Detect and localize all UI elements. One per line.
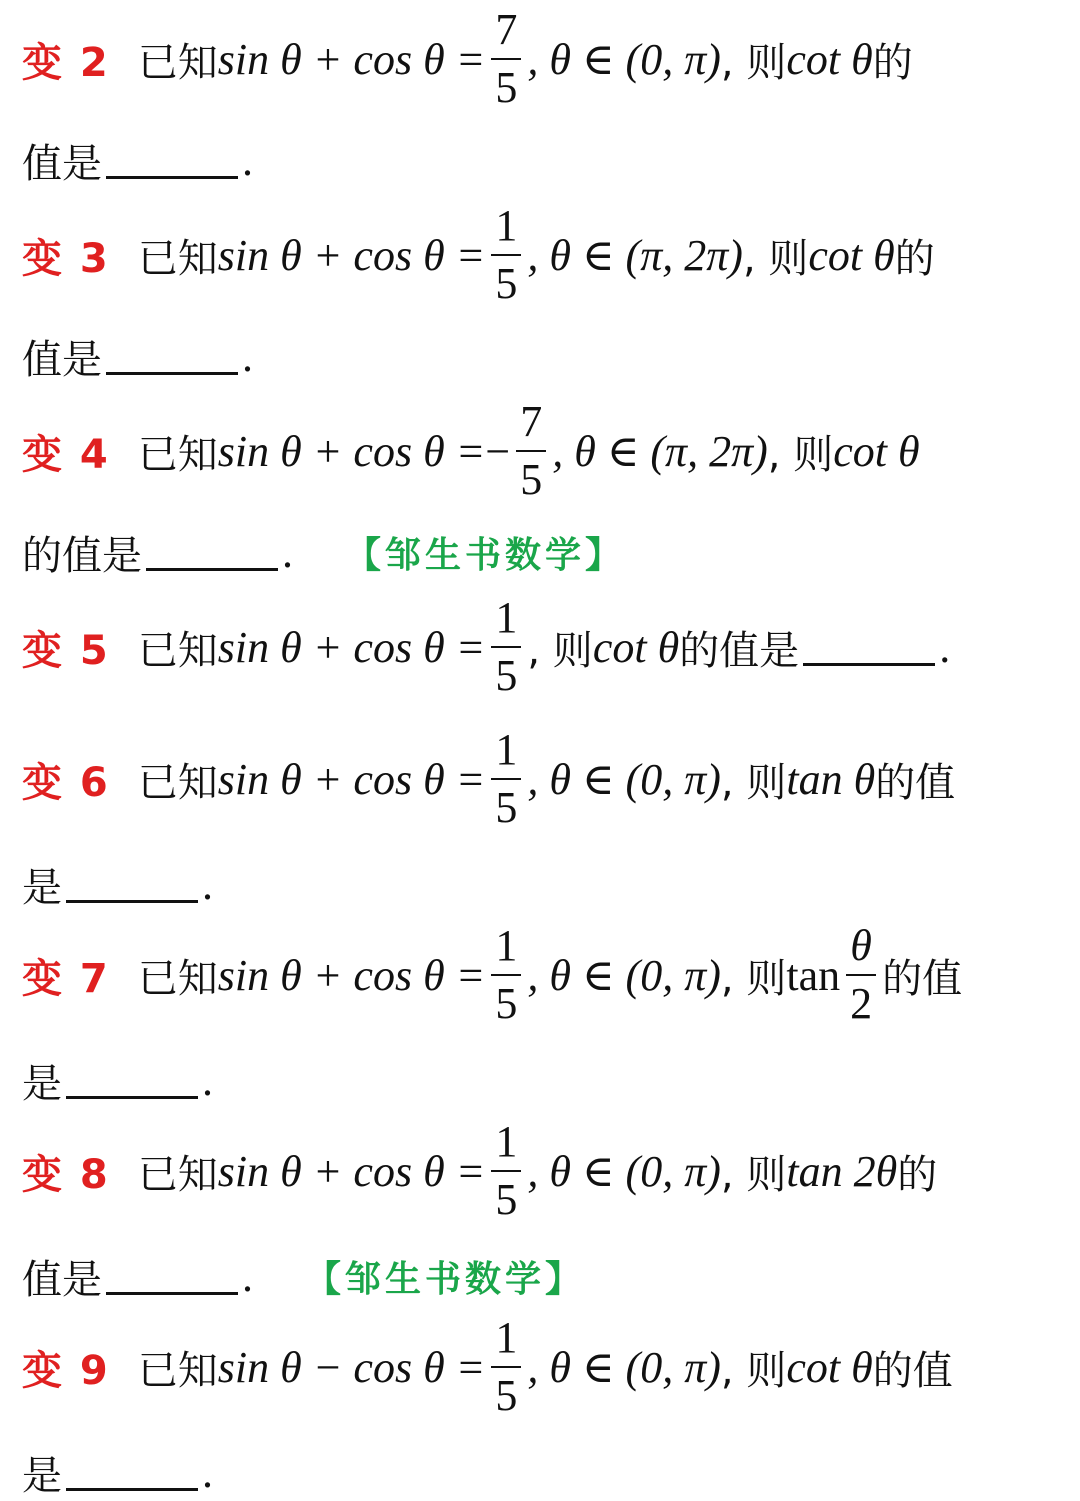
problem-7-line-2 xyxy=(22,1052,213,1109)
fraction-bar xyxy=(491,1366,521,1368)
fraction-denominator: 5 xyxy=(520,455,543,504)
problem-label: 变 2 xyxy=(22,39,110,86)
fraction-sign: − xyxy=(485,426,511,476)
problem-7-line-1 xyxy=(22,921,963,1028)
problem-intro: 已知 xyxy=(137,431,218,478)
angle-domain: , θ ∈ (0, π) xyxy=(527,1342,721,1392)
problem-8-line-1 xyxy=(22,1117,938,1224)
problem-6-line-1 xyxy=(22,725,956,832)
target-expression: cot θ xyxy=(786,34,873,84)
then-text: , 则 xyxy=(720,39,787,86)
angle-domain: , θ ∈ (π, 2π) xyxy=(527,230,743,280)
equation-lhs: sin θ + cos θ = xyxy=(217,1146,486,1196)
equation-lhs: sin θ + cos θ = xyxy=(217,754,486,804)
fraction-numerator: 1 xyxy=(495,725,518,774)
answer-blank[interactable] xyxy=(106,142,238,179)
problem-intro: 已知 xyxy=(137,235,218,282)
answer-blank[interactable] xyxy=(66,1062,198,1099)
angle-domain: , θ ∈ (0, π) xyxy=(527,1146,721,1196)
fraction-bar xyxy=(491,1170,521,1172)
fraction-bar xyxy=(491,778,521,780)
equation-lhs: sin θ + cos θ = xyxy=(217,950,486,1000)
target-expression: tan xyxy=(786,950,841,1000)
question-prefix: 是 xyxy=(22,865,62,911)
target-fraction-numerator: θ xyxy=(850,921,872,970)
fraction-numerator: 1 xyxy=(495,921,518,970)
question-prefix: 是 xyxy=(22,1453,62,1499)
problem-5-line-1 xyxy=(22,593,951,700)
fraction xyxy=(491,725,521,832)
sentence-end: . xyxy=(282,528,293,577)
problem-6-line-2 xyxy=(22,856,213,913)
fraction-bar xyxy=(491,58,521,60)
fraction-denominator: 5 xyxy=(495,979,518,1028)
question-tail: 的值是 xyxy=(679,627,800,674)
problem-4-line-2 xyxy=(22,524,625,581)
fraction-denominator: 5 xyxy=(495,783,518,832)
fraction xyxy=(491,1117,521,1224)
answer-blank[interactable] xyxy=(146,534,278,571)
question-tail: 的值 xyxy=(875,759,956,806)
fraction-numerator: 1 xyxy=(495,1117,518,1166)
answer-blank[interactable] xyxy=(106,1258,238,1295)
fraction-bar xyxy=(491,646,521,648)
answer-blank[interactable] xyxy=(66,1454,198,1491)
fraction-numerator: 7 xyxy=(520,397,543,446)
question-prefix: 值是 xyxy=(22,1257,102,1303)
question-prefix: 值是 xyxy=(22,141,102,187)
fraction xyxy=(491,201,521,308)
sentence-end: . xyxy=(242,332,253,381)
question-tail: 的 xyxy=(872,39,913,86)
equation-lhs: sin θ + cos θ = xyxy=(217,34,486,84)
problem-label: 变 9 xyxy=(22,1347,110,1394)
angle-domain: , θ ∈ (0, π) xyxy=(527,754,721,804)
target-expression: tan 2θ xyxy=(786,1146,898,1196)
fraction-bar xyxy=(516,450,546,452)
question-prefix: 值是 xyxy=(22,337,102,383)
question-prefix: 的值是 xyxy=(22,533,142,579)
problem-label: 变 5 xyxy=(22,627,110,674)
then-text: , 则 xyxy=(767,431,834,478)
problem-intro: 已知 xyxy=(137,39,218,86)
problem-label: 变 8 xyxy=(22,1151,110,1198)
angle-domain: , θ ∈ (π, 2π) xyxy=(552,426,768,476)
fraction xyxy=(491,593,521,700)
problem-3-line-2 xyxy=(22,328,253,385)
problem-9-line-2 xyxy=(22,1444,213,1501)
fraction xyxy=(516,397,546,504)
problem-intro: 已知 xyxy=(137,627,218,674)
problem-intro: 已知 xyxy=(137,759,218,806)
fraction-denominator: 5 xyxy=(495,1175,518,1224)
problem-label: 变 7 xyxy=(22,955,110,1002)
then-text: , 则 xyxy=(527,627,593,674)
equation-lhs: sin θ − cos θ = xyxy=(217,1342,486,1392)
angle-domain: , θ ∈ (0, π) xyxy=(527,34,721,84)
problem-intro: 已知 xyxy=(137,955,218,1002)
question-tail: 的 xyxy=(897,1151,938,1198)
problem-intro: 已知 xyxy=(137,1151,218,1198)
problem-4-line-1 xyxy=(22,397,920,504)
sentence-end: . xyxy=(939,622,951,672)
problem-8-line-2 xyxy=(22,1248,585,1305)
problem-9-line-1 xyxy=(22,1313,953,1420)
then-text: , 则 xyxy=(720,1347,787,1394)
then-text: , 则 xyxy=(742,235,809,282)
problem-intro: 已知 xyxy=(137,1347,218,1394)
problem-2-line-2 xyxy=(22,132,253,189)
sentence-end: . xyxy=(202,860,213,909)
fraction xyxy=(491,5,521,112)
fraction-denominator: 5 xyxy=(495,259,518,308)
target-expression: cot θ xyxy=(808,230,895,280)
problem-2-line-1 xyxy=(22,5,913,112)
fraction-numerator: 1 xyxy=(495,1313,518,1362)
problem-label: 变 3 xyxy=(22,235,110,282)
question-tail: 的值 xyxy=(872,1347,953,1394)
equation-lhs: sin θ + cos θ = xyxy=(217,230,486,280)
question-tail: 的 xyxy=(894,235,935,282)
question-prefix: 是 xyxy=(22,1061,62,1107)
fraction-bar xyxy=(491,974,521,976)
fraction-denominator: 5 xyxy=(495,651,518,700)
target-expression: cot θ xyxy=(833,426,920,476)
angle-domain: , θ ∈ (0, π) xyxy=(527,950,721,1000)
fraction-bar xyxy=(846,974,876,976)
problem-3-line-1 xyxy=(22,201,935,308)
problem-label: 变 4 xyxy=(22,431,110,478)
target-expression: cot θ xyxy=(592,622,680,672)
fraction xyxy=(491,921,521,1028)
fraction-denominator: 5 xyxy=(495,63,518,112)
target-fraction xyxy=(846,921,876,1028)
then-text: , 则 xyxy=(720,1151,787,1198)
equation-lhs: sin θ + cos θ = xyxy=(217,622,486,672)
answer-blank[interactable] xyxy=(803,629,935,666)
sentence-end: . xyxy=(242,136,253,185)
answer-blank[interactable] xyxy=(66,866,198,903)
answer-blank[interactable] xyxy=(106,338,238,375)
equation-lhs: sin θ + cos θ = xyxy=(217,426,486,476)
fraction xyxy=(491,1313,521,1420)
fraction-numerator: 1 xyxy=(495,593,518,642)
brand-watermark: 【邹生书数学】 xyxy=(345,535,626,576)
fraction-numerator: 1 xyxy=(495,201,518,250)
then-text: , 则 xyxy=(720,759,787,806)
sentence-end: . xyxy=(242,1252,253,1301)
problem-label: 变 6 xyxy=(22,759,110,806)
sentence-end: . xyxy=(202,1056,213,1105)
then-text: , 则 xyxy=(720,955,787,1002)
target-fraction-denominator: 2 xyxy=(850,979,873,1028)
fraction-denominator: 5 xyxy=(495,1371,518,1420)
question-tail: 的值 xyxy=(882,955,963,1002)
target-expression: tan θ xyxy=(786,754,876,804)
sentence-end: . xyxy=(202,1448,213,1497)
target-expression: cot θ xyxy=(786,1342,873,1392)
brand-watermark: 【邹生书数学】 xyxy=(305,1259,586,1300)
fraction-numerator: 7 xyxy=(495,5,518,54)
fraction-bar xyxy=(491,254,521,256)
